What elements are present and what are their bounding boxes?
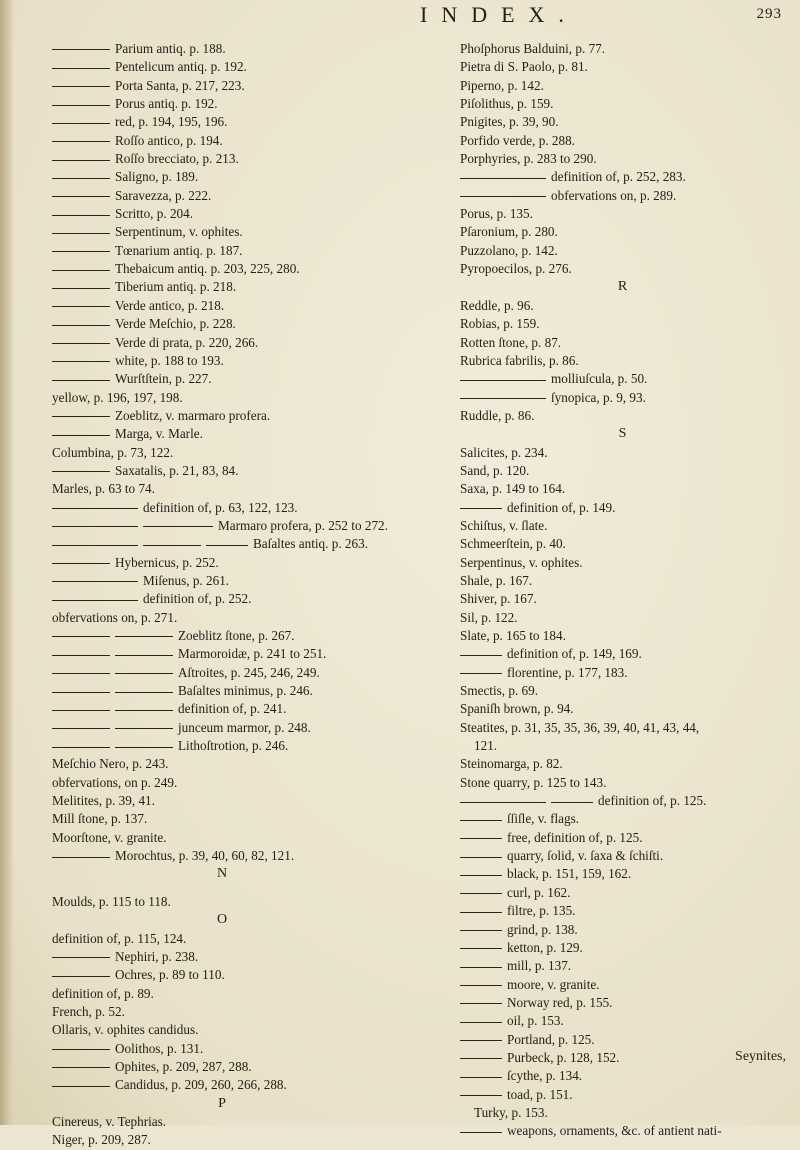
index-entry: definition of, p. 252. xyxy=(52,590,392,608)
index-entry: Norway red, p. 155. xyxy=(460,994,785,1012)
index-entry: mill, p. 137. xyxy=(460,957,785,975)
index-entry: definition of, p. 63, 122, 123. xyxy=(52,499,392,517)
index-entry: Marmoroidæ, p. 241 to 251. xyxy=(52,645,392,663)
index-entry: Turky, p. 153. xyxy=(474,1104,548,1120)
index-entry: Robias, p. 159. xyxy=(460,316,540,332)
index-entry: Spaniſh brown, p. 94. xyxy=(460,701,574,717)
index-entry: Oolithos, p. 131. xyxy=(52,1040,392,1058)
index-entry: Roſſo brecciato, p. 213. xyxy=(52,150,392,168)
index-entry: Saravezza, p. 222. xyxy=(52,187,392,205)
index-entry: definition of, p. 241. xyxy=(52,700,392,718)
index-entry: Columbina, p. 73, 122. xyxy=(52,444,174,460)
index-entry: definition of, p. 89. xyxy=(52,985,154,1001)
index-entry: definition of, p. 125. xyxy=(460,792,785,810)
index-entry: Ochres, p. 89 to 110. xyxy=(52,966,392,984)
index-entry: Pyropoecilos, p. 276. xyxy=(460,261,572,277)
index-entry: free, definition of, p. 125. xyxy=(460,829,785,847)
index-entry: Baſaltes antiq. p. 263. xyxy=(52,535,392,553)
index-entry: Hybernicus, p. 252. xyxy=(52,554,392,572)
index-entry: filtre, p. 135. xyxy=(460,902,785,920)
index-entry: Pietra di S. Paolo, p. 81. xyxy=(460,59,588,75)
index-entry: ſſiſle, v. flags. xyxy=(460,810,785,828)
index-entry: Porta Santa, p. 217, 223. xyxy=(52,77,392,95)
running-header xyxy=(420,2,800,36)
index-entry: Salicites, p. 234. xyxy=(460,444,548,460)
index-entry: Reddle, p. 96. xyxy=(460,297,534,313)
index-entry: white, p. 188 to 193. xyxy=(52,352,392,370)
index-entry: Smectis, p. 69. xyxy=(460,683,539,699)
index-entry: Schmeerſtein, p. 40. xyxy=(460,536,566,552)
index-entry: Slate, p. 165 to 184. xyxy=(460,628,566,643)
index-entry: Zoeblitz, v. marmaro profera. xyxy=(52,407,392,425)
index-entry: Puzzolano, p. 142. xyxy=(460,242,558,258)
index-entry: Moorſtone, v. granite. xyxy=(52,829,167,845)
index-entry: Meſchio Nero, p. 243. xyxy=(52,756,169,772)
index-entry: Ophites, p. 209, 287, 288. xyxy=(52,1058,392,1076)
index-entry: molliuſcula, p. 50. xyxy=(460,370,785,388)
index-entry: Moulds, p. 115 to 118. xyxy=(52,893,171,909)
index-entry: Shiver, p. 167. xyxy=(460,591,537,607)
index-entry: Miſenus, p. 261. xyxy=(52,572,392,590)
index-entry: 121. xyxy=(474,738,498,754)
index-entry: Pſaronium, p. 280. xyxy=(460,224,558,240)
index-entry: Verde Meſchio, p. 228. xyxy=(52,315,392,333)
index-entry: toad, p. 151. xyxy=(460,1086,785,1104)
index-entry: Tiberium antiq. p. 218. xyxy=(52,278,392,296)
index-entry: Serpentinum, v. ophites. xyxy=(52,223,392,241)
index-entry: Melitites, p. 39, 41. xyxy=(52,793,155,809)
index-entry: French, p. 52. xyxy=(52,1003,125,1019)
index-entry: Serpentinus, v. ophites. xyxy=(460,554,583,570)
index-entry: Marmaro profera, p. 252 to 272. xyxy=(52,517,392,535)
index-entry: weapons, ornaments, &c. of antient nati- xyxy=(460,1122,785,1140)
index-entry: Rubrica fabrilis, p. 86. xyxy=(460,352,579,368)
section-letter: O xyxy=(216,912,228,928)
index-entry: definition of, p. 149. xyxy=(460,499,785,517)
index-entry: definition of, p. 149, 169. xyxy=(460,645,785,663)
index-entry: Zoeblitz ſtone, p. 267. xyxy=(52,627,392,645)
index-entry: Steatites, p. 31, 35, 35, 36, 39, 40, 41, 43, 44, xyxy=(460,719,700,735)
section-letter: S xyxy=(618,426,627,442)
index-entry: definition of, p. 252, 283. xyxy=(460,168,785,186)
index-entry: Marles, p. 63 to 74. xyxy=(52,481,155,497)
header-title: INDEX. xyxy=(420,2,578,27)
index-entry: ſynopica, p. 9, 93. xyxy=(460,389,785,407)
index-entry: Porfido verde, p. 288. xyxy=(460,132,576,148)
index-entry: Scritto, p. 204. xyxy=(52,205,392,223)
index-entry: Sil, p. 122. xyxy=(460,609,518,625)
index-entry: obfervations on, p. 289. xyxy=(460,187,785,205)
index-entry: Mill ſtone, p. 137. xyxy=(52,811,148,827)
index-entry: Shale, p. 167. xyxy=(460,572,533,588)
left-column xyxy=(52,40,392,1150)
index-entry: quarry, ſolid, v. ſaxa & ſchiſti. xyxy=(460,847,785,865)
index-entry: Nephiri, p. 238. xyxy=(52,948,392,966)
index-entry: Lithoſtrotion, p. 246. xyxy=(52,737,392,755)
index-entry: Portland, p. 125. xyxy=(460,1031,785,1049)
index-entry: Pentelicum antiq. p. 192. xyxy=(52,58,392,76)
right-column xyxy=(460,40,785,1141)
page-edge xyxy=(0,0,14,1125)
index-entry: Stone quarry, p. 125 to 143. xyxy=(460,774,607,790)
index-entry: ſcythe, p. 134. xyxy=(460,1067,785,1085)
index-entry: red, p. 194, 195, 196. xyxy=(52,113,392,131)
index-entry: curl, p. 162. xyxy=(460,884,785,902)
section-letter: P xyxy=(218,1095,226,1111)
page-number: 293 xyxy=(756,6,782,22)
index-entry: Rotten ſtone, p. 87. xyxy=(460,334,562,350)
index-entry: Ruddle, p. 86. xyxy=(460,407,535,423)
index-entry: Baſaltes minimus, p. 246. xyxy=(52,682,392,700)
section-letter: N xyxy=(216,866,228,882)
index-entry: Morochtus, p. 39, 40, 60, 82, 121. xyxy=(52,847,392,865)
index-entry: Marga, v. Marle. xyxy=(52,425,392,443)
index-entry: Saligno, p. 189. xyxy=(52,168,392,186)
index-entry: Roſſo antico, p. 194. xyxy=(52,132,392,150)
index-entry: Wurſtſtein, p. 227. xyxy=(52,370,392,388)
index-entry: obfervations on, p. 271. xyxy=(52,609,178,625)
index-entry: Verde di prata, p. 220, 266. xyxy=(52,334,392,352)
index-entry: florentine, p. 177, 183. xyxy=(460,664,785,682)
index-entry: Purbeck, p. 128, 152. xyxy=(460,1049,785,1067)
catchword: Seynites, xyxy=(735,1049,786,1064)
index-entry: Porus antiq. p. 192. xyxy=(52,95,392,113)
index-entry: junceum marmor, p. 248. xyxy=(52,719,392,737)
index-entry: yellow, p. 196, 197, 198. xyxy=(52,389,183,405)
index-entry: Porus, p. 135. xyxy=(460,206,533,222)
index-entry: Saxa, p. 149 to 164. xyxy=(460,481,566,497)
index-entry: Cinereus, v. Tephrias. xyxy=(52,1113,167,1129)
index-entry: Ollaris, v. ophites candidus. xyxy=(52,1022,199,1038)
index-entry: Schiſtus, v. ſlate. xyxy=(460,517,548,533)
index-entry: black, p. 151, 159, 162. xyxy=(460,865,785,883)
index-entry: Piſolithus, p. 159. xyxy=(460,96,554,112)
index-entry: Aſtroites, p. 245, 246, 249. xyxy=(52,664,392,682)
index-entry: moore, v. granite. xyxy=(460,976,785,994)
index-entry: Candidus, p. 209, 260, 266, 288. xyxy=(52,1076,392,1094)
index-entry: Thebaicum antiq. p. 203, 225, 280. xyxy=(52,260,392,278)
index-entry: ketton, p. 129. xyxy=(460,939,785,957)
index-entry: Phoſphorus Balduini, p. 77. xyxy=(460,41,606,56)
index-entry: Porphyries, p. 283 to 290. xyxy=(460,151,597,167)
index-entry: Piperno, p. 142. xyxy=(460,77,544,93)
index-entry: grind, p. 138. xyxy=(460,921,785,939)
index-entry: Steinomarga, p. 82. xyxy=(460,756,563,772)
index-entry: obfervations, on p. 249. xyxy=(52,774,178,790)
index-entry: Pnigites, p. 39, 90. xyxy=(460,114,559,130)
index-entry: definition of, p. 115, 124. xyxy=(52,930,187,946)
index-entry: Niger, p. 209, 287. xyxy=(52,1132,151,1148)
index-entry: Sand, p. 120. xyxy=(460,462,530,478)
index-entry: Tœnarium antiq. p. 187. xyxy=(52,242,392,260)
index-entry: oil, p. 153. xyxy=(460,1012,785,1030)
index-entry: Verde antico, p. 218. xyxy=(52,297,392,315)
section-letter: R xyxy=(617,279,628,295)
index-entry: Parium antiq. p. 188. xyxy=(52,40,392,58)
index-entry: Saxatalis, p. 21, 83, 84. xyxy=(52,462,392,480)
